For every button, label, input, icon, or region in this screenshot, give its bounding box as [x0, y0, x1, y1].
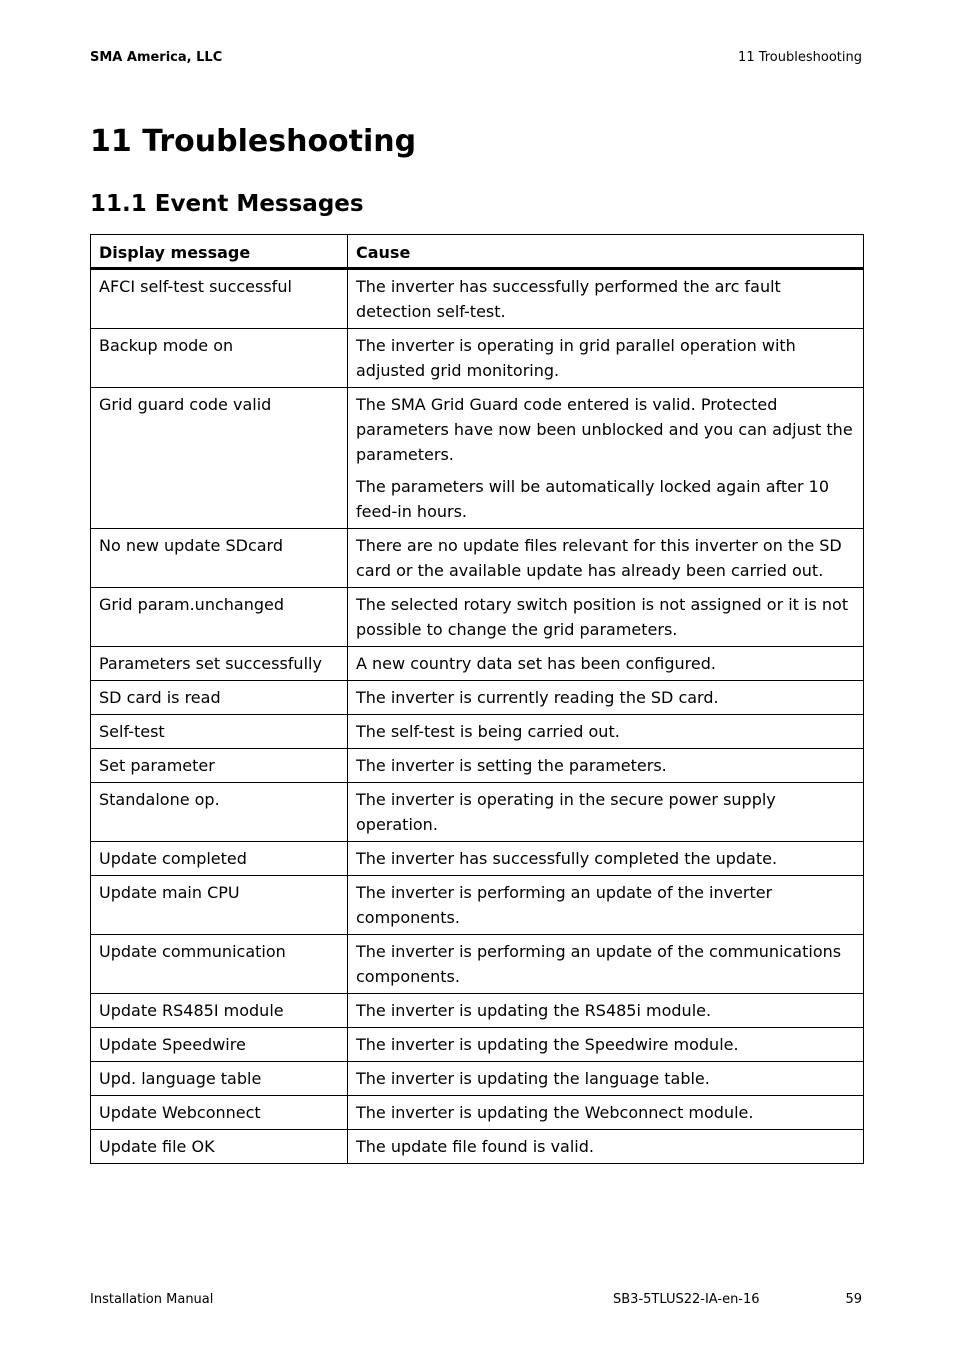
cause-paragraph: The inverter is operating in grid parallel operation with adjusted grid monitoring.	[356, 336, 796, 380]
cause-cell	[348, 1028, 864, 1062]
cause-cell	[348, 876, 864, 935]
table-row	[91, 783, 864, 842]
cause-cell	[348, 681, 864, 715]
cause-paragraph: The selected rotary switch position is not assigned or it is not possible to change the grid parameters.	[356, 595, 849, 639]
table-row	[91, 935, 864, 994]
cause-cell	[348, 1062, 864, 1096]
cause-paragraph: The self-test is being carried out.	[356, 722, 620, 741]
cause-paragraph: The inverter is updating the language table.	[356, 1069, 710, 1088]
cause-paragraph: The inverter is updating the RS485i module.	[356, 1001, 712, 1020]
display-message-cell: Self-test	[91, 715, 348, 749]
header-company: SMA America, LLC	[90, 50, 223, 65]
display-message-cell: Parameters set successfully	[91, 647, 348, 681]
display-message-cell: AFCI self-test successful	[91, 269, 348, 329]
cause-paragraph: A new country data set has been configured.	[356, 654, 716, 673]
display-message-cell: Update file OK	[91, 1130, 348, 1164]
cause-paragraph: The inverter is performing an update of the communications components.	[356, 942, 842, 986]
page-number: 59	[845, 1292, 862, 1307]
table-row	[91, 1130, 864, 1164]
display-message-cell: Update RS485I module	[91, 994, 348, 1028]
table-row	[91, 269, 864, 329]
cause-paragraph: The update file found is valid.	[356, 1137, 594, 1156]
table-row	[91, 329, 864, 388]
cause-paragraph: The inverter is operating in the secure power supply operation.	[356, 790, 776, 834]
cause-cell	[348, 715, 864, 749]
event-messages-table	[90, 234, 864, 1164]
cause-cell	[348, 388, 864, 529]
cause-cell	[348, 783, 864, 842]
table-row	[91, 388, 864, 529]
column-header-cause: Cause	[348, 235, 864, 269]
display-message-cell: No new update SDcard	[91, 529, 348, 588]
cause-paragraph: The inverter is currently reading the SD card.	[356, 688, 719, 707]
table-row	[91, 842, 864, 876]
display-message-cell: Grid guard code valid	[91, 388, 348, 529]
table-row	[91, 876, 864, 935]
cause-cell	[348, 935, 864, 994]
cause-paragraph: The inverter is updating the Webconnect module.	[356, 1103, 754, 1122]
section-title: 11.1 Event Messages	[90, 191, 364, 217]
display-message-cell: Update communication	[91, 935, 348, 994]
table-row	[91, 1062, 864, 1096]
table-row	[91, 1096, 864, 1130]
display-message-cell: Grid param.unchanged	[91, 588, 348, 647]
footer-doc-type: Installation Manual	[90, 1292, 214, 1307]
cause-paragraph: The inverter is setting the parameters.	[356, 756, 667, 775]
table-row	[91, 749, 864, 783]
cause-cell	[348, 1096, 864, 1130]
header-chapter-ref: 11 Troubleshooting	[738, 50, 862, 65]
chapter-title: 11 Troubleshooting	[90, 124, 417, 159]
cause-paragraph: The inverter is updating the Speedwire module.	[356, 1035, 739, 1054]
table-row	[91, 647, 864, 681]
column-header-display-message: Display message	[91, 235, 348, 269]
cause-paragraph: The SMA Grid Guard code entered is valid. Protected parameters have now been unblocked and you can adjust the parameters.	[356, 395, 853, 464]
display-message-cell: Upd. language table	[91, 1062, 348, 1096]
table-header-row	[91, 235, 864, 269]
cause-cell	[348, 269, 864, 329]
display-message-cell: Update Speedwire	[91, 1028, 348, 1062]
cause-paragraph: The inverter is performing an update of the inverter components.	[356, 883, 773, 927]
cause-cell	[348, 647, 864, 681]
cause-cell	[348, 749, 864, 783]
cause-paragraph: The inverter has successfully performed the arc fault detection self-test.	[356, 277, 781, 321]
display-message-cell: Update completed	[91, 842, 348, 876]
table-row	[91, 529, 864, 588]
cause-paragraph: The inverter has successfully completed the update.	[356, 849, 778, 868]
display-message-cell: SD card is read	[91, 681, 348, 715]
cause-cell	[348, 529, 864, 588]
table-row	[91, 681, 864, 715]
cause-paragraph: There are no update files relevant for this inverter on the SD card or the available update has already been carried out.	[356, 536, 842, 580]
table-body	[91, 269, 864, 1164]
cause-cell	[348, 329, 864, 388]
display-message-cell: Update Webconnect	[91, 1096, 348, 1130]
cause-cell	[348, 842, 864, 876]
display-message-cell: Update main CPU	[91, 876, 348, 935]
table-row	[91, 715, 864, 749]
footer-doc-code: SB3-5TLUS22-IA-en-16	[613, 1292, 760, 1307]
table-row	[91, 1028, 864, 1062]
display-message-cell: Standalone op.	[91, 783, 348, 842]
cause-cell	[348, 588, 864, 647]
table-row	[91, 588, 864, 647]
display-message-cell: Set parameter	[91, 749, 348, 783]
cause-cell	[348, 1130, 864, 1164]
cause-cell	[348, 994, 864, 1028]
cause-paragraph: The parameters will be automatically locked again after 10 feed-in hours.	[356, 477, 830, 521]
table-row	[91, 994, 864, 1028]
display-message-cell: Backup mode on	[91, 329, 348, 388]
